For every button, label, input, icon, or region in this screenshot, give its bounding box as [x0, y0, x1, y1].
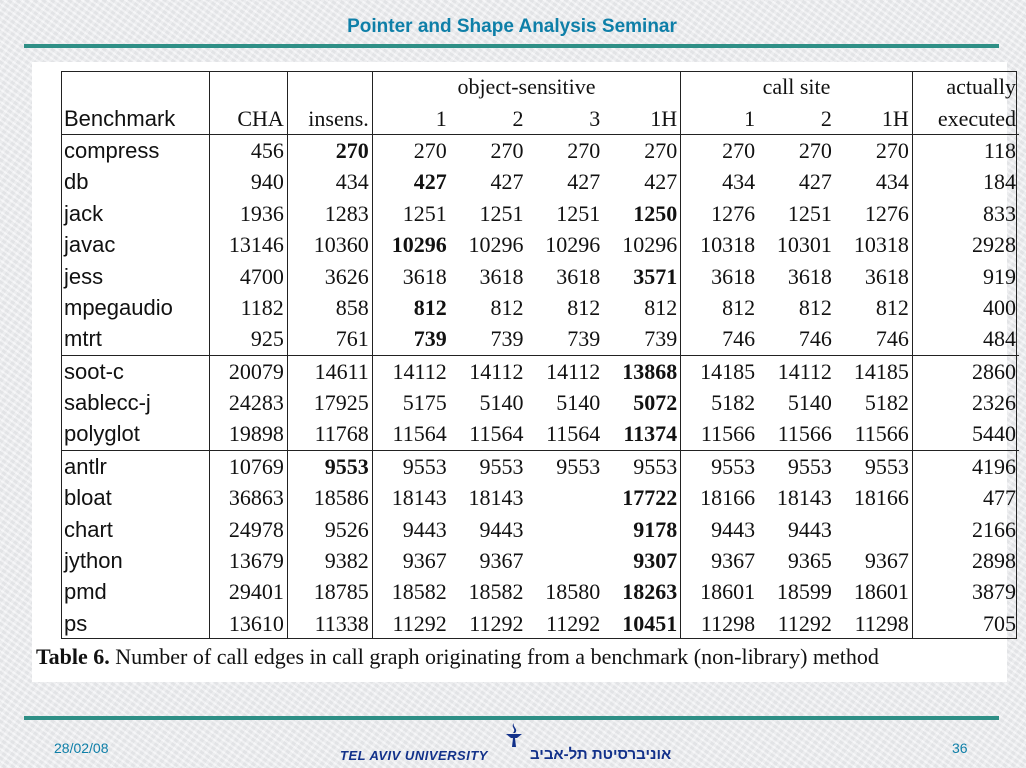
table-cell: 761 — [287, 323, 372, 355]
table-cell: 1251 — [787, 200, 832, 226]
table-cell: 18580 — [545, 579, 601, 605]
table-cell: 13146 — [209, 229, 287, 260]
table-caption — [36, 644, 1026, 670]
table-cell: 434 — [875, 169, 909, 195]
table-cell: 746 — [681, 323, 758, 355]
column-header-row — [61, 102, 1019, 134]
table-row — [61, 418, 1019, 450]
bottom-divider — [24, 716, 999, 720]
table-cell — [835, 513, 912, 544]
table-row — [61, 355, 1019, 387]
table-cell: 11298 — [854, 610, 909, 636]
table-row — [61, 198, 1019, 229]
table-cell: 9443 — [787, 516, 832, 542]
table-row — [61, 134, 1019, 166]
table-cell: 3618 — [787, 263, 832, 289]
university-logo — [340, 722, 700, 766]
bold-value: 3571 — [633, 263, 678, 289]
footer-date: 28/02/08 — [54, 740, 109, 756]
bold-value: 9307 — [633, 548, 678, 574]
table-cell: 5140 — [479, 390, 524, 416]
table-cell: 400 — [912, 292, 1019, 323]
table-cell: 10318 — [853, 232, 909, 258]
col-header: 1 — [372, 102, 449, 134]
table-cell: 9382 — [287, 545, 372, 576]
benchmark-name: mtrt — [64, 326, 102, 352]
table-cell — [287, 134, 372, 166]
table-cell: 11292 — [372, 608, 449, 639]
table-cell: 11292 — [469, 610, 524, 636]
top-divider — [24, 44, 999, 48]
table-cell: 5175 — [372, 387, 449, 418]
table-cell — [372, 229, 449, 260]
table-cell: 812 — [644, 294, 678, 320]
col-header: 2 — [820, 105, 832, 131]
bold-value: 11374 — [623, 421, 678, 447]
table-cell: 270 — [758, 134, 835, 166]
table-cell: 9367 — [479, 548, 524, 574]
table-cell: 18166 — [681, 482, 758, 513]
table-cell: 11564 — [372, 418, 449, 450]
torch-icon — [500, 722, 528, 748]
table-cell: 270 — [526, 134, 603, 166]
table-cell: 1251 — [556, 200, 601, 226]
table-cell: 18143 — [372, 482, 449, 513]
table-cell: 18582 — [372, 576, 449, 607]
col-header: insens. — [287, 102, 372, 134]
bold-value: 9553 — [324, 453, 369, 479]
benchmark-name: soot-c — [61, 355, 209, 387]
table-cell: 833 — [912, 198, 1019, 229]
table-row — [61, 260, 1019, 291]
table-row — [61, 229, 1019, 260]
benchmark-name: jython — [64, 548, 123, 574]
table-row — [61, 482, 1019, 513]
table-cell: 20079 — [209, 355, 287, 387]
table-cell: 1936 — [209, 198, 287, 229]
benchmark-name: db — [64, 169, 89, 195]
table-cell — [603, 198, 680, 229]
benchmark-name: ps — [64, 610, 88, 636]
table-cell — [603, 608, 680, 639]
table-cell: 9367 — [681, 545, 758, 576]
caption-text: Number of call edges in call graph originating from a benchmark (non-library) method — [109, 644, 879, 669]
table-cell: 18166 — [853, 485, 909, 511]
table-cell: 812 — [567, 294, 601, 320]
table-cell: 9553 — [758, 450, 835, 482]
benchmark-name: jess — [64, 263, 104, 289]
benchmark-name: antlr — [61, 450, 209, 482]
table-row — [61, 387, 1019, 418]
bold-value: 13868 — [622, 358, 678, 384]
col-header: Benchmark — [64, 105, 176, 131]
table-cell — [603, 576, 680, 607]
benchmark-name: pmd — [64, 579, 107, 605]
table-cell: 9526 — [287, 513, 372, 544]
logo-hebrew: אוניברסיטת תל-אביב — [530, 746, 672, 763]
table-cell: 14611 — [287, 355, 372, 387]
table-cell: 9553 — [835, 450, 912, 482]
table-cell — [372, 292, 449, 323]
table-cell: 14185 — [835, 355, 912, 387]
table-cell: 858 — [287, 292, 372, 323]
table-cell: 1276 — [864, 200, 909, 226]
table-cell: 434 — [287, 166, 372, 197]
group-object-sensitive: object-sensitive — [372, 71, 680, 102]
table-cell: 3618 — [372, 260, 449, 291]
table-cell: 427 — [490, 169, 524, 195]
table-cell: 10301 — [776, 232, 832, 258]
table-cell: 5140 — [556, 390, 601, 416]
table-cell: 9365 — [787, 548, 832, 574]
table-cell — [372, 323, 449, 355]
table-cell: 2860 — [912, 355, 1019, 387]
table-cell: 1283 — [287, 198, 372, 229]
table-cell: 925 — [209, 323, 287, 355]
table-cell: 456 — [209, 134, 287, 166]
benchmark-name: chart — [64, 516, 113, 542]
logo-english: TEL AVIV UNIVERSITY — [340, 748, 488, 763]
table-cell: 10296 — [545, 232, 601, 258]
table-cell: 427 — [567, 169, 601, 195]
table-cell — [603, 545, 680, 576]
benchmark-name: mpegaudio — [64, 294, 173, 320]
benchmark-name: compress — [61, 134, 209, 166]
table-cell: 9443 — [479, 516, 524, 542]
benchmark-name: polyglot — [64, 421, 140, 447]
table-cell: 2326 — [912, 387, 1019, 418]
table-cell: 24283 — [209, 387, 287, 418]
group-actually: actually — [912, 71, 1019, 102]
header-blank — [209, 71, 287, 102]
table-cell: 18143 — [468, 485, 524, 511]
table-cell — [603, 387, 680, 418]
table-cell: 18582 — [468, 579, 524, 605]
table-cell: 270 — [681, 134, 758, 166]
table-cell: 940 — [209, 166, 287, 197]
benchmark-name: sablecc-j — [64, 390, 151, 416]
table-cell — [526, 545, 603, 576]
table-cell: 434 — [681, 166, 758, 197]
table-cell: 9367 — [864, 548, 909, 574]
header-blank — [287, 71, 372, 102]
results-table — [61, 71, 1019, 639]
table-cell: 2928 — [912, 229, 1019, 260]
slide-title: Pointer and Shape Analysis Seminar — [347, 16, 677, 37]
bold-value: 427 — [413, 169, 447, 195]
footer-page-number: 36 — [952, 740, 968, 756]
col-header: CHA — [209, 102, 287, 134]
bold-value: 10451 — [622, 610, 678, 636]
table-cell: 427 — [644, 169, 678, 195]
col-header: 1H — [881, 105, 909, 131]
col-header: 3 — [589, 105, 601, 131]
benchmark-name: jack — [64, 200, 104, 226]
table-cell: 270 — [603, 134, 680, 166]
bold-value: 17722 — [622, 485, 678, 511]
table-cell: 18785 — [287, 576, 372, 607]
table-cell: 29401 — [209, 576, 287, 607]
table-cell: 11566 — [777, 421, 832, 447]
table-cell: 5440 — [912, 418, 1019, 450]
table-cell: 484 — [912, 323, 1019, 355]
bold-value: 18263 — [622, 579, 678, 605]
table-cell: 9553 — [372, 450, 449, 482]
table-cell: 9443 — [681, 513, 758, 544]
table-cell: 184 — [912, 166, 1019, 197]
table-cell: 13679 — [209, 545, 287, 576]
table-cell: 18586 — [287, 482, 372, 513]
bold-value: 270 — [335, 137, 369, 163]
header-blank — [61, 71, 209, 102]
table-cell: 4700 — [209, 260, 287, 291]
bold-value: 1250 — [633, 200, 678, 226]
table-cell: 2898 — [912, 545, 1019, 576]
table-cell: 3618 — [479, 263, 524, 289]
table-cell: 9367 — [372, 545, 449, 576]
table-cell — [603, 418, 680, 450]
table-cell: 11298 — [681, 608, 758, 639]
table-row — [61, 323, 1019, 355]
table-cell: 5182 — [681, 387, 758, 418]
table-cell: 1276 — [681, 198, 758, 229]
table-cell: 427 — [798, 169, 832, 195]
table-cell: 705 — [912, 608, 1019, 639]
bold-value: 812 — [413, 294, 447, 320]
table-cell: 14112 — [526, 355, 603, 387]
bold-value: 5072 — [633, 390, 678, 416]
table-cell: 5140 — [787, 390, 832, 416]
table-cell: 3626 — [287, 260, 372, 291]
table-cell: 739 — [644, 326, 678, 352]
table-cell: 11566 — [681, 418, 758, 450]
table-cell: 18599 — [776, 579, 832, 605]
table-cell: 11292 — [777, 610, 832, 636]
table-cell: 5182 — [864, 390, 909, 416]
table-cell: 1251 — [372, 198, 449, 229]
table-cell: 14112 — [450, 355, 527, 387]
col-header: 1 — [681, 102, 758, 134]
table-row — [61, 608, 1019, 639]
table-cell — [603, 482, 680, 513]
table-cell: 18601 — [681, 576, 758, 607]
table-cell: 4196 — [912, 450, 1019, 482]
table-cell: 18143 — [776, 485, 832, 511]
table-cell: 11292 — [546, 610, 601, 636]
col-header: executed — [912, 102, 1019, 134]
table-cell: 3879 — [912, 576, 1019, 607]
table-cell: 10296 — [468, 232, 524, 258]
table-cell — [372, 166, 449, 197]
table-cell: 3618 — [556, 263, 601, 289]
table-cell: 19898 — [209, 418, 287, 450]
table-cell: 11564 — [546, 421, 601, 447]
table-cell: 11566 — [854, 421, 909, 447]
table-cell: 10769 — [209, 450, 287, 482]
table-cell: 10360 — [287, 229, 372, 260]
table-cell: 18601 — [853, 579, 909, 605]
table-cell: 3618 — [864, 263, 909, 289]
table-cell: 746 — [875, 326, 909, 352]
table-row — [61, 576, 1019, 607]
benchmark-name: bloat — [64, 485, 112, 511]
table-cell: 739 — [567, 326, 601, 352]
table-cell: 812 — [875, 294, 909, 320]
table-cell: 14112 — [372, 355, 449, 387]
table-cell: 812 — [490, 294, 524, 320]
table-cell: 919 — [912, 260, 1019, 291]
table-cell: 3618 — [681, 260, 758, 291]
table-cell — [603, 260, 680, 291]
group-header-row — [61, 71, 1019, 102]
table-cell: 2166 — [912, 513, 1019, 544]
table-cell: 10318 — [681, 229, 758, 260]
table-cell — [603, 355, 680, 387]
table-row — [61, 166, 1019, 197]
table-cell: 1182 — [209, 292, 287, 323]
table-cell: 17925 — [287, 387, 372, 418]
table-row — [61, 450, 1019, 482]
table-cell: 10296 — [622, 232, 678, 258]
table-cell — [526, 482, 603, 513]
table-cell: 14112 — [758, 355, 835, 387]
table-cell — [287, 450, 372, 482]
table-cell: 24978 — [209, 513, 287, 544]
table-cell: 1251 — [479, 200, 524, 226]
caption-label: Table 6. — [36, 644, 110, 669]
content-panel — [32, 62, 1016, 682]
table-cell: 746 — [798, 326, 832, 352]
group-call-site: call site — [681, 71, 913, 102]
table-cell: 36863 — [209, 482, 287, 513]
bold-value: 10296 — [391, 232, 447, 258]
table-cell: 270 — [450, 134, 527, 166]
bold-value: 9178 — [633, 516, 678, 542]
table-row — [61, 545, 1019, 576]
table-cell: 9443 — [372, 513, 449, 544]
table-row — [61, 513, 1019, 544]
table-cell: 14185 — [681, 355, 758, 387]
table-cell: 270 — [372, 134, 449, 166]
table-cell: 739 — [490, 326, 524, 352]
table-cell: 270 — [835, 134, 912, 166]
table-row — [61, 292, 1019, 323]
table-cell: 477 — [912, 482, 1019, 513]
table-cell: 9553 — [450, 450, 527, 482]
table-cell: 11564 — [469, 421, 524, 447]
benchmark-name: javac — [64, 232, 116, 258]
table-cell: 9553 — [603, 450, 680, 482]
table-cell: 13610 — [209, 608, 287, 639]
table-cell — [603, 513, 680, 544]
col-header: 2 — [512, 105, 524, 131]
table-cell: 118 — [912, 134, 1019, 166]
table-cell: 11338 — [287, 608, 372, 639]
table-cell: 9553 — [526, 450, 603, 482]
bold-value: 739 — [413, 326, 447, 352]
table-cell — [526, 513, 603, 544]
table-cell: 11768 — [287, 418, 372, 450]
table-cell: 812 — [681, 292, 758, 323]
col-header: 1H — [650, 105, 678, 131]
table-cell: 812 — [798, 294, 832, 320]
table-cell: 9553 — [681, 450, 758, 482]
